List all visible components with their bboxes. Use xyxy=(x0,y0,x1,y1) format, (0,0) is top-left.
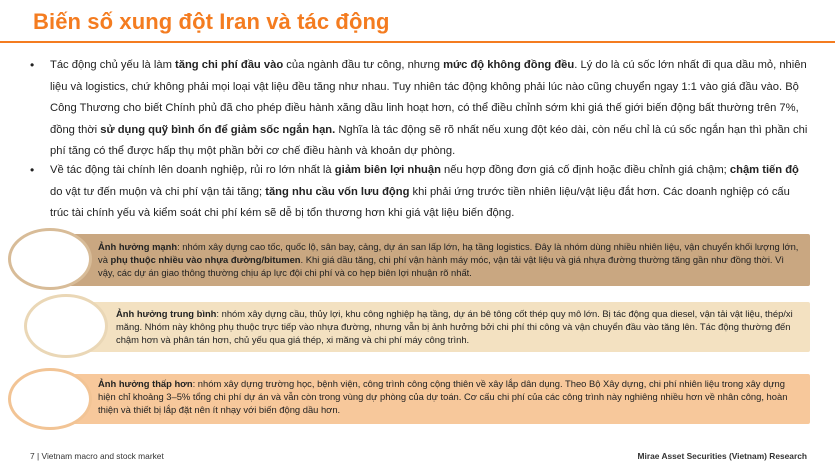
bullet-1-bold-1: tăng chi phí đầu vào xyxy=(175,59,284,71)
bullet-1-text-3: . Lý do là cú sốc lớn nhất đi qua dầu mỏ, nhiên liệu và logistics, chứ không phải mọi loại vật liệu đều tăng như nhau. Tuy nhiên tác động không phải lúc nào cũng chuyển ngay 1:1 vào giá đầu vào. Bộ Công Thương cho biết Chính phủ đã cho phép điều hành xăng dầu linh hoạt hơn, có thể điều chỉnh sớm khi giá thế giới biến động bất thường trên 7%, đồng thời xyxy=(50,59,807,136)
impact-medium-text-1: : nhóm xây dựng cầu, thủy lợi, khu công nghiệp hạ tầng, dự án bê tông cốt thép quy mô lớn. Bị tác động qua diesel, vận tải vật liệu, thép/xi măng. Nhóm này không phụ thuộc trực tiếp vào nhựa đường, nhưng vẫn bị ảnh hưởng bởi chi phí thi công và vận chuyển đầu vào tăng lên. Tác động thường đến chậm hơn và phân tán hơn, chủ yếu qua giá thép, xi măng và chi phí máy công trình. xyxy=(116,308,793,345)
footer-left: 7 | Vietnam macro and stock market xyxy=(30,451,164,461)
impact-strong-text-1: : nhóm xây dựng cao tốc, quốc lộ, sân bay, cảng, dự án san lấp lớn, hạ tầng logistics. Đây là nhóm dùng nhiều nhiên liệu, vận chuyển khối lượng lớn, và xyxy=(98,241,799,265)
impact-strong-label: Ảnh hưởng mạnh xyxy=(98,241,178,252)
bullet-1-text-1: Tác động chủ yếu là làm xyxy=(50,59,175,71)
page-number: 7 xyxy=(30,451,35,461)
impact-low-label: Ảnh hưởng thấp hơn xyxy=(98,378,193,389)
impact-strong-circle xyxy=(8,228,92,290)
bullet-paragraph-2 xyxy=(30,160,810,225)
impact-low-circle xyxy=(8,368,92,430)
bullet-2-text-1: Về tác động tài chính lên doanh nghiệp, rủi ro lớn nhất là xyxy=(50,164,335,176)
bullet-paragraph-1 xyxy=(30,55,810,163)
impact-box-low xyxy=(40,374,810,424)
impact-strong-bold: phụ thuộc nhiều vào nhựa đường/bitumen xyxy=(110,254,301,265)
bullet-1-text-2: của ngành đầu tư công, nhưng xyxy=(283,59,444,71)
impact-strong-text xyxy=(98,240,802,279)
bullet-2-text-4: khi phải ứng trước tiền nhiên liệu/vật liệu đắt hơn. Các doanh nghiệp có cấu trúc tài chính yếu và kiểm soát chi phí kém sẽ dễ bị tổn thương hơn khi giá vật liệu biến động. xyxy=(50,185,790,219)
bullet-1-text-4: Nghĩa là tác động sẽ rõ nhất nếu xung đột kéo dài, còn nếu chỉ là cú sốc ngắn hạn thì phần chi phí tăng có thể được hấp thụ một phần bởi cơ chế điều hành và khoản dự phòng. xyxy=(50,123,808,157)
bullet-2-text-2: nếu hợp đồng đơn giá cố định hoặc điều chỉnh giá chậm; xyxy=(440,164,730,176)
bullet-2-bold-1: giảm biên lợi nhuận xyxy=(334,164,441,176)
impact-low-text-1: : nhóm xây dựng trường học, bệnh viện, công trình công cộng thiên về xây lắp dân dụng. Theo Bộ Xây dựng, chi phí nhiên liệu trong xây dựng hiện chỉ khoảng 3–5% tổng chi phí dự án và vẫn còn trong vùng dự phòng của dự toán. Cơ cấu chi phí của các công trình này nghiêng nhiều hơn về nhân công, hoàn thiện và thiết bị lắp đặt nên ít nhạy với biến động dầu hơn. xyxy=(98,378,788,415)
bullet-dot: • xyxy=(30,163,35,177)
impact-low-text xyxy=(98,377,802,416)
footer-publisher: Mirae Asset Securities (Vietnam) Research xyxy=(637,451,807,461)
bullet-1-bold-3: sử dụng quỹ bình ổn để giảm sốc ngắn hạn. xyxy=(100,123,336,136)
title-divider xyxy=(0,41,835,43)
page-title: Biến số xung đột Iran và tác động xyxy=(33,9,390,34)
impact-strong-text-2: . Khi giá dầu tăng, chi phí vận hành máy móc, vận tải vật liệu và giá nhựa đường thường tăng gần như đồng thời. Vì vậy, các dự án giao thông thường chịu áp lực đội chi phí và co hẹp biên lợi nhuận rõ nhất. xyxy=(98,254,784,278)
footer-report-name: Vietnam macro and stock market xyxy=(41,451,164,461)
bullet-2-bold-2: chậm tiến độ xyxy=(729,164,799,176)
impact-medium-circle xyxy=(24,294,108,358)
bullet-1-bold-2: mức độ không đồng đều xyxy=(443,59,575,71)
impact-medium-text xyxy=(116,307,802,346)
bullet-2-text-3: do vật tư đến muộn và chi phí vận tải tăng; xyxy=(50,185,266,198)
impact-box-strong xyxy=(40,234,810,286)
impact-box-medium xyxy=(40,302,810,352)
bullet-dot: • xyxy=(30,58,35,72)
bullet-2-bold-3: tăng nhu cầu vốn lưu động xyxy=(265,185,410,198)
impact-medium-label: Ảnh hưởng trung bình xyxy=(116,308,217,319)
